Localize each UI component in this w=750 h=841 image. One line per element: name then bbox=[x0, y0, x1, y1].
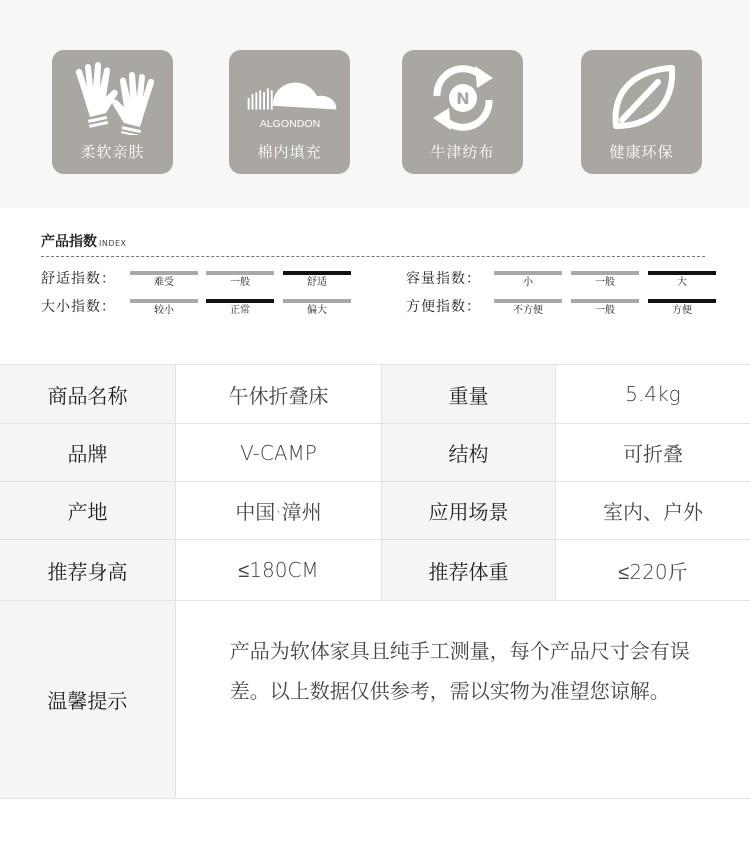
table-row bbox=[0, 481, 750, 539]
refresh-icon bbox=[413, 58, 513, 138]
metric-option: 一般 bbox=[571, 271, 639, 289]
metric-option: 偏大 bbox=[283, 299, 351, 317]
index-title-text: 产品指数 bbox=[41, 234, 97, 250]
metric-option: 难受 bbox=[130, 271, 198, 289]
spec-value: 5.4kg bbox=[556, 365, 750, 423]
metric-option: 小 bbox=[494, 271, 562, 289]
metric-option-selected: 舒适 bbox=[283, 271, 351, 289]
metric-option: 一般 bbox=[571, 299, 639, 317]
metric-label-size: 大小指数： bbox=[41, 299, 116, 315]
feature-band bbox=[0, 0, 750, 208]
feature-label: 棉内填充 bbox=[257, 143, 322, 161]
gloves-icon bbox=[63, 58, 163, 138]
table-row bbox=[0, 364, 750, 423]
cloud-icon-text: ALGONDON bbox=[259, 117, 320, 130]
spec-value: 可折叠 bbox=[556, 424, 750, 481]
index-subtitle: INDEX bbox=[99, 239, 127, 248]
table-row bbox=[0, 423, 750, 481]
note-label: 温馨提示 bbox=[0, 601, 176, 798]
spec-key: 推荐身高 bbox=[0, 540, 176, 600]
metric-option-selected: 方便 bbox=[648, 299, 716, 317]
spec-table bbox=[0, 364, 750, 799]
note-body: 产品为软体家具且纯手工测量，每个产品尺寸会有误差。以上数据仅供参考，需以实物为准望您谅解。 bbox=[229, 639, 690, 703]
spec-value: V-CAMP bbox=[176, 424, 382, 481]
spec-key: 结构 bbox=[382, 424, 556, 481]
note-text bbox=[176, 601, 750, 798]
spec-value: 午休折叠床 bbox=[176, 365, 382, 423]
feature-card-oxford bbox=[402, 50, 523, 174]
metric-option: 不方便 bbox=[494, 299, 562, 317]
spec-value: 室内、户外 bbox=[556, 482, 750, 539]
spec-key: 品牌 bbox=[0, 424, 176, 481]
metric-label-comfort: 舒适指数： bbox=[41, 271, 116, 287]
feature-label: 柔软亲肤 bbox=[80, 143, 145, 161]
spec-key: 推荐体重 bbox=[382, 540, 556, 600]
spec-key: 应用场景 bbox=[382, 482, 556, 539]
spec-key: 重量 bbox=[382, 365, 556, 423]
spec-value: ≤220斤 bbox=[556, 540, 750, 600]
index-title bbox=[41, 231, 127, 251]
metric-option: 较小 bbox=[130, 299, 198, 317]
metric-option-selected: 正常 bbox=[206, 299, 274, 317]
feature-card-cotton bbox=[229, 50, 350, 174]
note-row bbox=[0, 600, 750, 799]
feature-card-eco bbox=[581, 50, 702, 174]
spec-key: 产地 bbox=[0, 482, 176, 539]
metric-option-selected: 大 bbox=[648, 271, 716, 289]
feature-card-soft bbox=[52, 50, 173, 174]
metric-label-capacity: 容量指数： bbox=[406, 271, 481, 287]
index-divider bbox=[41, 256, 705, 257]
spec-key: 商品名称 bbox=[0, 365, 176, 423]
table-row bbox=[0, 539, 750, 600]
refresh-icon-letter: N bbox=[455, 89, 470, 108]
feature-label: 健康环保 bbox=[609, 143, 674, 161]
metric-label-convenience: 方便指数： bbox=[406, 299, 481, 315]
metric-option: 一般 bbox=[206, 271, 274, 289]
cloud-icon bbox=[240, 58, 340, 138]
feature-label: 牛津纺布 bbox=[430, 143, 495, 161]
leaf-icon bbox=[592, 58, 692, 138]
spec-value: ≤180CM bbox=[176, 540, 382, 600]
spec-value: 中国·漳州 bbox=[176, 482, 382, 539]
